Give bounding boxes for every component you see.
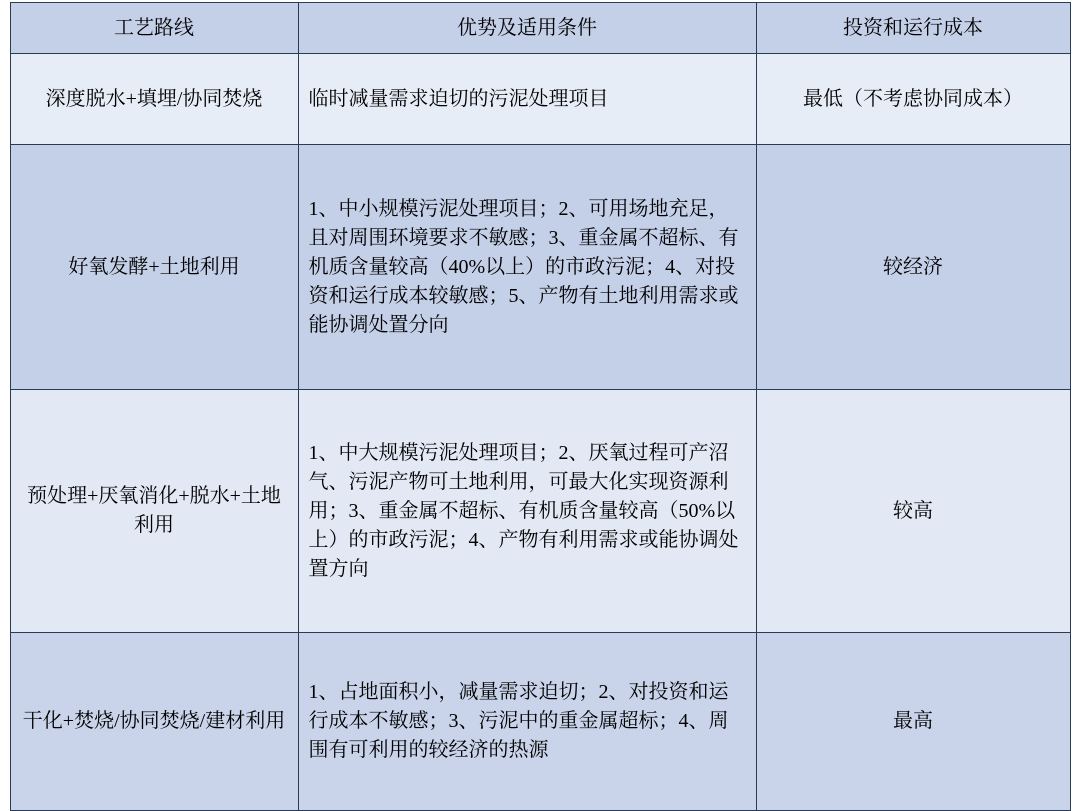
- cell-cost: 较经济: [756, 145, 1070, 390]
- cell-advantages: 1、中大规模污泥处理项目；2、厌氧过程可产沼气、污泥产物可土地利用，可最大化实现资源利用；3、重金属不超标、有机质含量较高（50%以上）的市政污泥；4、产物有利用需求或能协调处置方向: [298, 390, 756, 633]
- table-header-row: [10, 3, 1070, 54]
- cell-advantages: 临时减量需求迫切的污泥处理项目: [298, 54, 756, 145]
- column-header-advantages: 优势及适用条件: [298, 3, 756, 54]
- process-comparison-table: [10, 2, 1071, 811]
- cell-route: 深度脱水+填埋/协同焚烧: [10, 54, 298, 145]
- cell-cost: 最高: [756, 633, 1070, 811]
- column-header-cost: 投资和运行成本: [756, 3, 1070, 54]
- table-body: [10, 54, 1070, 811]
- cell-advantages: 1、中小规模污泥处理项目；2、可用场地充足，且对周围环境要求不敏感；3、重金属不超标、有机质含量较高（40%以上）的市政污泥；4、对投资和运行成本较敏感；5、产物有土地利用需求或能协调处置分向: [298, 145, 756, 390]
- cell-cost: 最低（不考虑协同成本）: [756, 54, 1070, 145]
- table-row: [10, 390, 1070, 633]
- cell-route: 预处理+厌氧消化+脱水+土地利用: [10, 390, 298, 633]
- table-row: [10, 633, 1070, 811]
- cell-cost: 较高: [756, 390, 1070, 633]
- table-row: [10, 54, 1070, 145]
- table-row: [10, 145, 1070, 390]
- cell-advantages: 1、占地面积小，减量需求迫切；2、对投资和运行成本不敏感；3、污泥中的重金属超标；4、周围有可利用的较经济的热源: [298, 633, 756, 811]
- column-header-route: 工艺路线: [10, 3, 298, 54]
- cell-route: 好氧发酵+土地利用: [10, 145, 298, 390]
- cell-route: 干化+焚烧/协同焚烧/建材利用: [10, 633, 298, 811]
- table-header: [10, 3, 1070, 54]
